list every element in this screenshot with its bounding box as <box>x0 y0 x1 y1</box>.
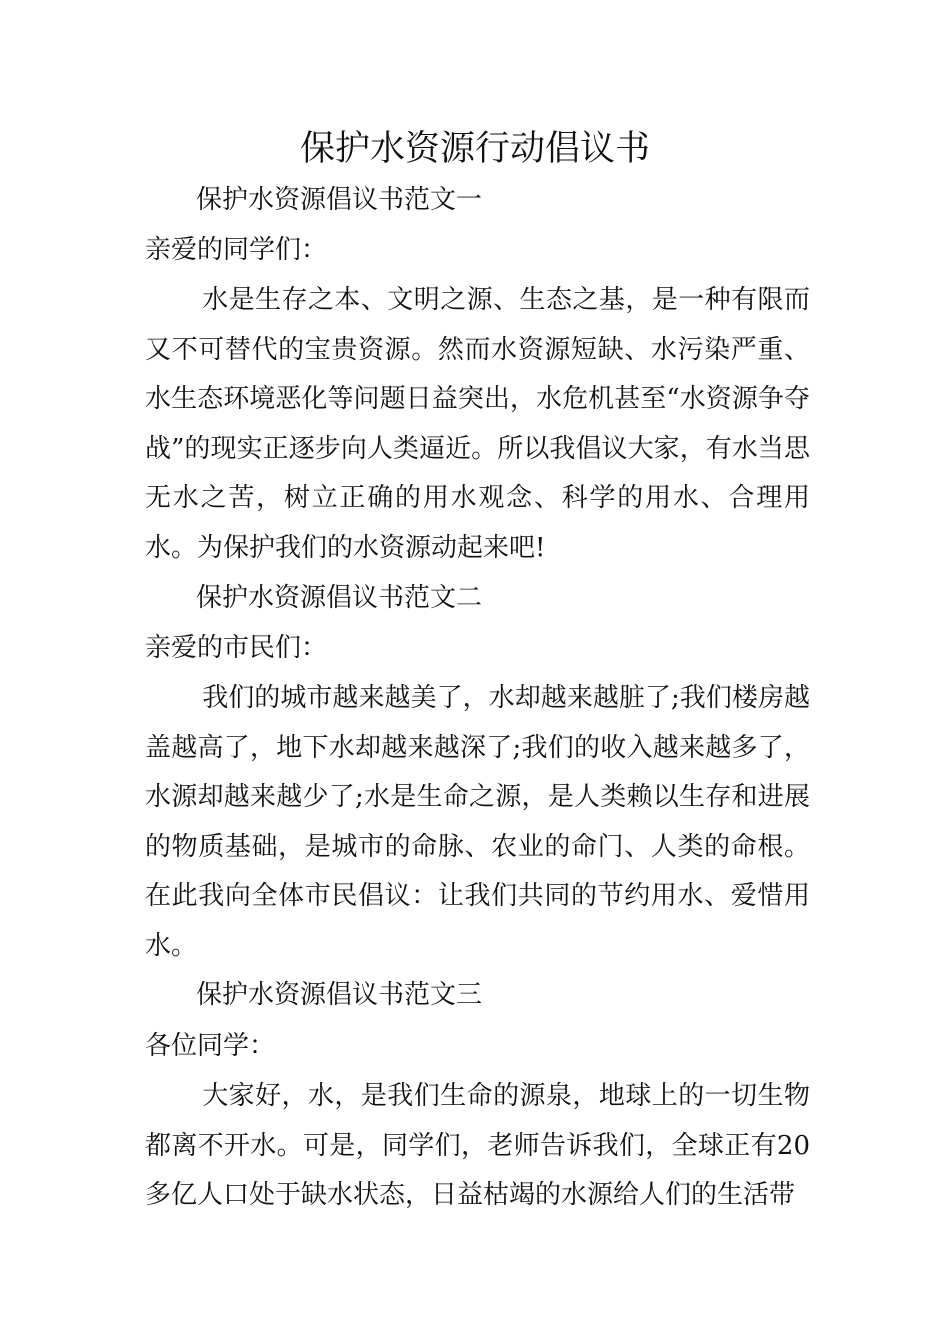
section-greeting-1: 亲爱的同学们： <box>145 235 328 265</box>
section-heading-2: 保护水资源倡议书范文二 <box>196 583 483 613</box>
section-greeting-3: 各位同学： <box>145 1031 276 1061</box>
section-body-3: 大家好，水，是我们生命的源泉，地球上的一切生物都离不开水。可是，同学们，老师告诉我们，全球正有20多亿人口处于缺水状态，日益枯竭的水源给人们的生活带 <box>145 1081 810 1210</box>
section-body-1: 水是生存之本、文明之源、生态之基，是一种有限而又不可替代的宝贵资源。然而水资源短缺、水污染严重、水生态环境恶化等问题日益突出，水危机甚至“水资源争夺战”的现实正逐步向人类逼近。所以我倡议大家，有水当思无水之苦，树立正确的用水观念、科学的用水、合理用水。为保护我们的水资源动起来吧! <box>145 285 810 563</box>
section-greeting-2: 亲爱的市民们： <box>145 633 328 663</box>
section-body-2: 我们的城市越来越美了，水却越来越脏了;我们楼房越盖越高了，地下水却越来越深了;我们的收入越来越多了，水源却越来越少了;水是生命之源，是人类赖以生存和进展的物质基础，是城市的命脉、农业的命门、人类的命根。在此我向全体市民倡议：让我们共同的节约用水、爱惜用水。 <box>145 683 810 961</box>
section-heading-1: 保护水资源倡议书范文一 <box>196 185 483 215</box>
section-heading-3: 保护水资源倡议书范文三 <box>196 980 483 1010</box>
document-title: 保护水资源行动倡议书 <box>299 129 650 169</box>
